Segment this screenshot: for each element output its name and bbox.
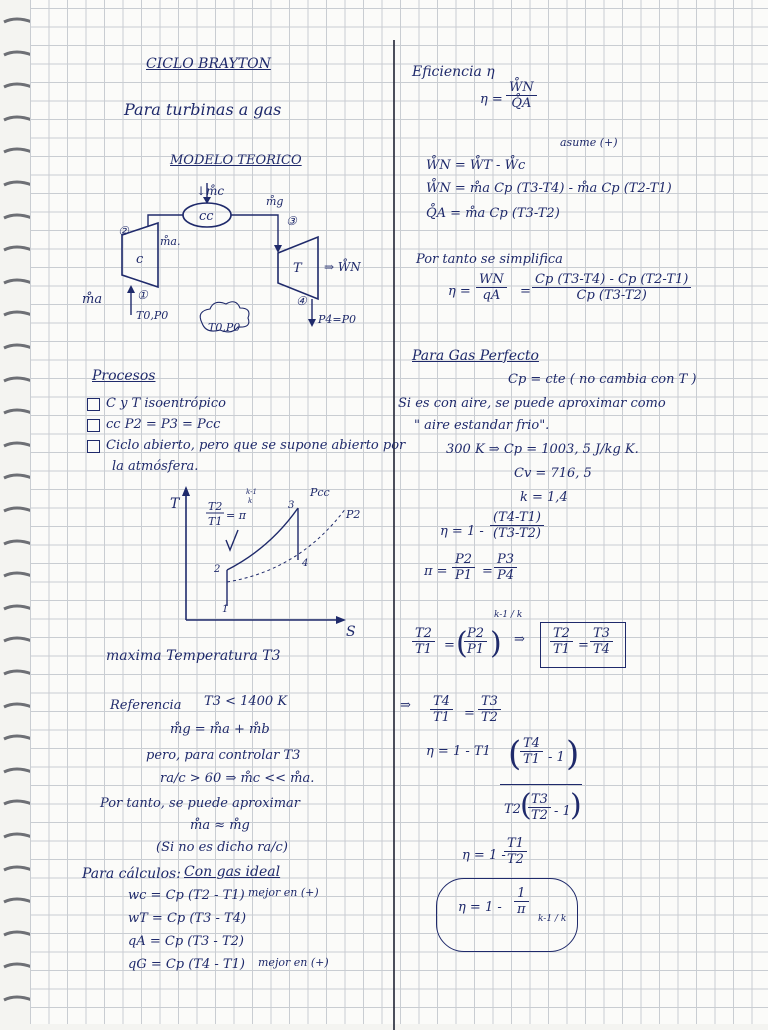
ts-diagram [160,478,375,643]
cp-value: 300 K ⇒ Cp = 1003, 5 J/kg K. [446,442,639,457]
ambient-label: T0,P0 [208,321,241,334]
process-2: cc P2 = P3 = Pcc [106,417,221,432]
tr-fraction-1 [412,626,435,657]
cc-label: cc [199,209,214,224]
final-num: 1 [514,886,529,902]
ma-label: m̊a [82,292,103,307]
tr-exponent: k-1 / k [494,610,523,620]
air-text-2: " aire estandar frio". [414,418,550,433]
tr-num-1: T2 [412,626,435,642]
tr-arrow: ⇒ [514,632,525,647]
eta2-minus: - 1 [548,750,565,765]
ts-ratio-exp-num: k-1 [246,488,257,496]
state-3-label: ③ [286,214,297,228]
state-2-label: ② [118,224,129,238]
pi-num-1: P2 [452,552,475,568]
tr-pressure-fraction [464,626,487,657]
outlet-label: P4=P0 [318,313,357,326]
checkbox-1 [87,398,100,411]
calc-title: Para cálculos: [82,866,181,882]
simplify-text: Por tanto se simplifica [416,252,563,267]
process-3: Ciclo abierto, pero que se supone abierto por [106,438,406,453]
subtitle: Para turbinas a gas [124,100,282,119]
imp-den-2: T2 [481,710,498,725]
box-fraction-1 [550,626,573,657]
ts-ratio-exp-den: k [248,497,253,505]
ts-ratio-eq: = π [226,509,246,522]
process-4: la atmósfera. [112,459,199,474]
box-den-1: T1 [553,642,570,657]
box-den-2: T4 [593,642,610,657]
p2-label: P2 [346,508,361,521]
simp-lhs: η = [448,284,471,299]
work-out-label: ⇒ W̊N [324,260,361,274]
t-axis-label: T [170,496,180,512]
box-fraction-2 [590,626,613,657]
final-den: π [517,902,526,917]
box-num-1: T2 [550,626,573,642]
approx-note: (Si no es dicho ra/c) [156,840,288,855]
eta2-main-fraction-bar [500,784,582,785]
eta2-den-num: T3 [528,792,551,808]
compressor-label: c [136,252,144,267]
tr-paren-close: ) [490,626,502,661]
implication-arrow: ⇒ [400,698,411,713]
eta1-fraction [490,510,544,541]
eta3-lhs: η = 1 - [462,848,506,863]
calc-note-1: mejor en (+) [248,886,319,899]
eta1-num: (T4-T1) [490,510,544,526]
calc-qa: qA = Cp (T3 - T2) [128,934,244,949]
box-num-2: T3 [590,626,613,642]
k-value: k = 1,4 [520,490,568,505]
calc-wt: wT = Cp (T3 - T4) [128,911,247,926]
reference-label: Referencia [110,698,182,713]
eta1-lhs: η = 1 - [440,524,484,539]
eta2-inner-den: T1 [523,752,540,767]
page-divider-line [393,40,395,1030]
tr-paren-open: ( [456,626,468,661]
ts-ratio-den: T1 [208,515,223,528]
eta2-paren-close: ) [566,734,580,774]
tr-den-1: T1 [415,642,432,657]
p-cc-label: Pcc [310,486,330,499]
final-exponent: k-1 / k [538,914,567,924]
eta-label: η = [480,92,503,107]
eta3-fraction [504,836,527,867]
turbine-label: T [293,261,302,276]
model-title: MODELO TEORICO [170,153,302,168]
eta2-inner-fraction [520,736,543,767]
state-1-label: ① [137,288,148,302]
eta3-den: T2 [507,852,524,867]
calc-note-2: mejor en (+) [258,956,329,969]
eta-fraction [506,80,537,111]
approx-equation: m̊a ≈ m̊g [190,818,250,833]
eta2-den-fraction [528,792,551,823]
imp-num-1: T4 [430,694,453,710]
ts-ratio-num: T2 [208,500,223,513]
air-text-1: Si es con aire, se puede aproximar como [398,396,666,411]
pi-den-1: P1 [455,568,473,583]
ratio-text: ra/c > 60 ⇒ m̊c << m̊a. [160,771,315,786]
pi-lhs: π = [424,564,448,579]
s-axis-label: S [346,624,356,640]
pi-num-2: P3 [494,552,517,568]
calc-wc: wc = Cp (T2 - T1) [128,888,245,903]
eta-num: W̊N [506,80,537,96]
qa-expanded: Q̊A = m̊a Cp (T3-T2) [426,206,560,221]
simp-den-1: qA [482,288,501,303]
reference-inequality: T3 < 1400 K [204,694,288,709]
calc-qg: qG = Cp (T4 - T1) [128,957,245,972]
box-equals: = [578,638,589,653]
eta2-den-t: T2 [504,802,521,817]
eta2-inner-num: T4 [520,736,543,752]
imp-den-1: T1 [433,710,450,725]
wn-expanded: W̊N = m̊a Cp (T3-T4) - m̊a Cp (T2-T1) [426,181,672,196]
imp-fraction-2 [478,694,501,725]
eta2-den-paren-close: ) [570,788,582,823]
tr-equals: = [444,638,455,653]
imp-equals: = [464,706,475,721]
title: CICLO BRAYTON [146,56,271,72]
checkbox-2 [87,419,100,432]
control-text: pero, para controlar T3 [146,748,301,763]
assume-note: asume (+) [560,136,618,149]
point-4: 4 [302,558,309,569]
efficiency-title: Eficiencia η [412,64,495,80]
simp-fraction-2 [532,272,691,303]
simp-num-2: Cp (T3-T4) - Cp (T2-T1) [532,272,691,288]
point-2: 2 [214,564,221,575]
pi-fraction-1 [452,552,475,583]
point-3: 3 [288,500,295,511]
brayton-cycle-diagram [80,175,370,340]
simp-fraction-1 [476,272,507,303]
eta2-paren-open: ( [508,734,522,774]
state-4-label: ④ [296,294,307,308]
pi-den-2: P4 [497,568,515,583]
cp-constant: Cp = cte ( no cambia con T ) [508,372,697,387]
processes-title: Procesos [92,368,156,384]
tr-p-den: P1 [467,642,485,657]
approx-text: Por tanto, se puede aproximar [100,796,300,811]
eta2-den-paren-open: ( [520,788,532,823]
inlet-label: T0,P0 [136,309,169,322]
eta2-den-minus: - 1 [554,804,571,819]
max-temperature: maxima Temperatura T3 [106,648,281,664]
point-1: 1 [222,604,229,615]
pi-equals: = [482,564,493,579]
calc-subtitle: Con gas ideal [184,864,281,880]
checkbox-3 [87,440,100,453]
eta2-den-den: T2 [531,808,548,823]
tr-p-num: P2 [464,626,487,642]
final-lhs: η = 1 - [458,900,502,915]
final-fraction [514,886,529,917]
imp-fraction-1 [430,694,453,725]
mass-balance: m̊g = m̊a + m̊b [170,722,270,737]
ma-dot-label: m̊a. [160,235,181,248]
wn-equation: W̊N = W̊T - W̊c [426,158,526,173]
process-1: C y T isoentrópico [106,396,226,411]
eta1-den: (T3-T2) [493,526,541,541]
fuel-label: ↓m̊c [196,184,225,198]
simp-equals: = [520,284,531,299]
eta2-lhs: η = 1 - T1 [426,744,491,759]
simp-num-1: WN [476,272,507,288]
mg-label: m̊g [266,195,284,208]
simp-den-2: Cp (T3-T2) [576,288,647,303]
pi-fraction-2 [494,552,517,583]
eta3-num: T1 [504,836,527,852]
perfect-gas-title: Para Gas Perfecto [412,348,539,364]
cv-value: Cv = 716, 5 [514,466,592,481]
imp-num-2: T3 [478,694,501,710]
eta-den: Q̊A [511,96,532,111]
